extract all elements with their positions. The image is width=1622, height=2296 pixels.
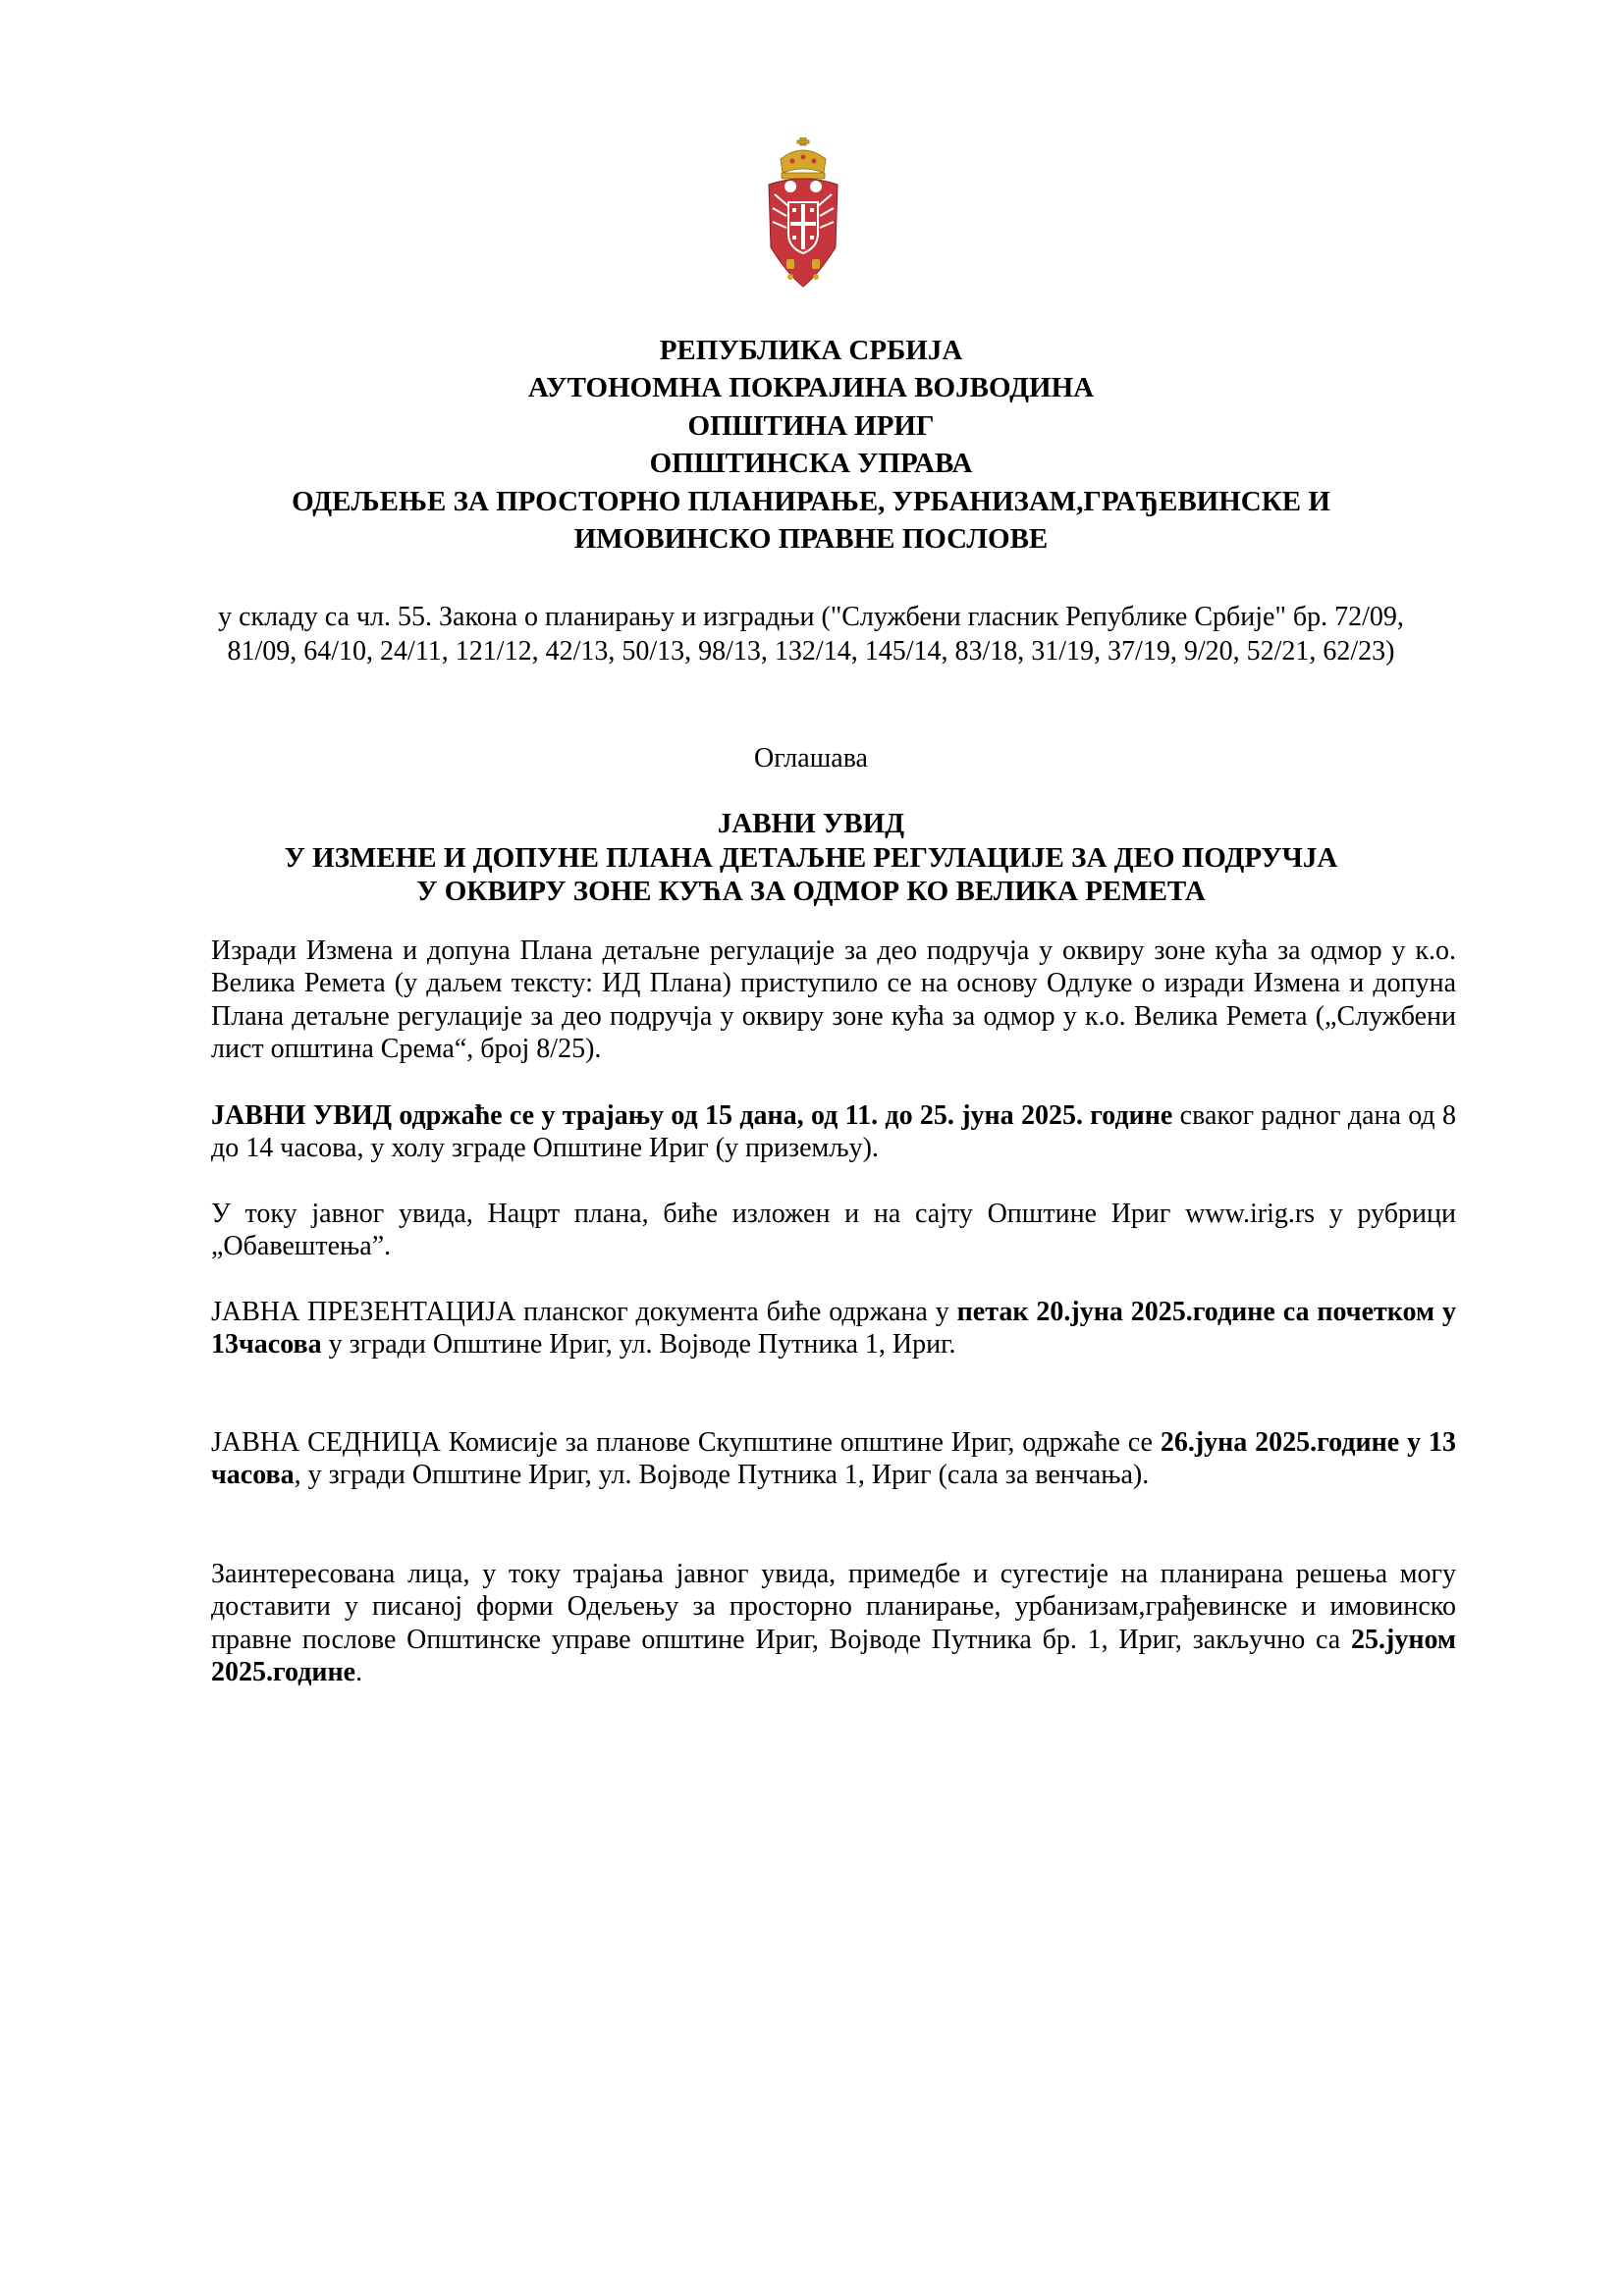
header-line-municipality: ОПШТИНА ИРИГ: [687, 409, 935, 442]
paragraph-public-presentation: [211, 1296, 1456, 1362]
paragraph-plan-intro: Изради Измена и допуна Плана детаљне регулације за део подручја у оквиру зоне кућа за одмор у к.о. Велика Ремета (у даљем тексту: ИД Плана) приступило се на основу Одлуке о изради Измена и допуна Плана детаљне регулације за део подручја у оквиру зоне кућа за одмор у к.о. Велика Ремета („Службени лист општина Срема“, број 8/25).: [211, 935, 1456, 1065]
title-line-3: У ОКВИРУ ЗОНЕ КУЋА ЗА ОДМОР КО ВЕЛИКА РЕМЕТА: [416, 876, 1206, 907]
submissions-end: .: [355, 1657, 363, 1688]
header-line-republic: РЕПУБЛИКА СРБИЈА: [659, 335, 963, 366]
serbian-coat-of-arms-icon: [761, 137, 845, 294]
presentation-intro: ЈАВНА ПРЕЗЕНТАЦИЈА планског документа биће одржана у: [211, 1297, 957, 1327]
announces-line: Оглашава: [754, 743, 868, 774]
public-inspection-hours: сваког радног дана од 8 до 14 часова, у холу зграде Општине Ириг (у приземљу).: [211, 1100, 1456, 1164]
header-line-administration: ОПШТИНСКА УПРАВА: [649, 448, 973, 480]
paragraph-website-notice: У току јавног увида, Нацрт плана, биће изложен и на сајту Општине Ириг www.irig.rs у рубрици „Обавештења”.: [211, 1199, 1456, 1262]
title-line-2: У ИЗМЕНЕ И ДОПУНЕ ПЛАНА ДЕТАЉНЕ РЕГУЛАЦИЈЕ ЗА ДЕО ПОДРУЧЈА: [284, 841, 1338, 874]
paragraph-public-inspection: [211, 1099, 1456, 1165]
submissions-text: Заинтересована лица, у току трајања јавног увида, примедбе и сугестије на планирана решења могу доставити у писаној форми Одељењу за просторно планирање, урбанизам,грађевинске и имовинско правне послове Општинске управе општине Ириг, Војводе Путника бр. 1, Ириг, закључно са: [211, 1559, 1456, 1655]
paragraph-submissions: [211, 1558, 1456, 1689]
header-line-province: АУТОНОМНА ПОКРАЈИНА ВОЈВОДИНА: [527, 372, 1095, 404]
header-line-department-cont: ИМОВИНСКО ПРАВНЕ ПОСЛОВЕ: [573, 523, 1049, 556]
presentation-date: петак 20.јуна 2025.године са почетком у 13часова: [211, 1297, 1456, 1361]
notice-title: [147, 807, 1475, 909]
session-intro: ЈАВНА СЕДНИЦА Комисије за планове Скупштине општине Ириг, одржаће се: [211, 1427, 1161, 1458]
paragraph-public-session: [211, 1426, 1456, 1492]
title-line-1: ЈАВНИ УВИД: [717, 808, 905, 839]
header-line-department: ОДЕЉЕЊЕ ЗА ПРОСТОРНО ПЛАНИРАЊЕ, УРБАНИЗАМ,ГРАЂЕВИНСКЕ И: [292, 485, 1330, 517]
session-location: , у згради Општине Ириг, ул. Војводе Путника 1, Ириг (сала за венчања).: [294, 1460, 1150, 1491]
legal-basis: у складу са чл. 55. Закона о планирању и изградњи ("Службени гласник Републике Србије" бр. 72/09, 81/09, 64/10, 24/11, 121/12, 42/13, 50/13, 98/13, 132/14, 145/14, 83/18, 31/19, 37/19, 9/20, 52/21, 62/23): [218, 602, 1404, 667]
public-inspection-dates: ЈАВНИ УВИД одржаће се у трајању од 15 дана, од 11. до 25. јуна 2025. године: [211, 1100, 1173, 1131]
session-date: 26.јуна 2025.године у 13 часова: [211, 1427, 1456, 1491]
presentation-location: у згради Општине Ириг, ул. Војводе Путника 1, Ириг.: [321, 1329, 956, 1361]
document-header: [177, 332, 1445, 558]
submissions-deadline: 25.јуном 2025.године: [211, 1624, 1456, 1688]
